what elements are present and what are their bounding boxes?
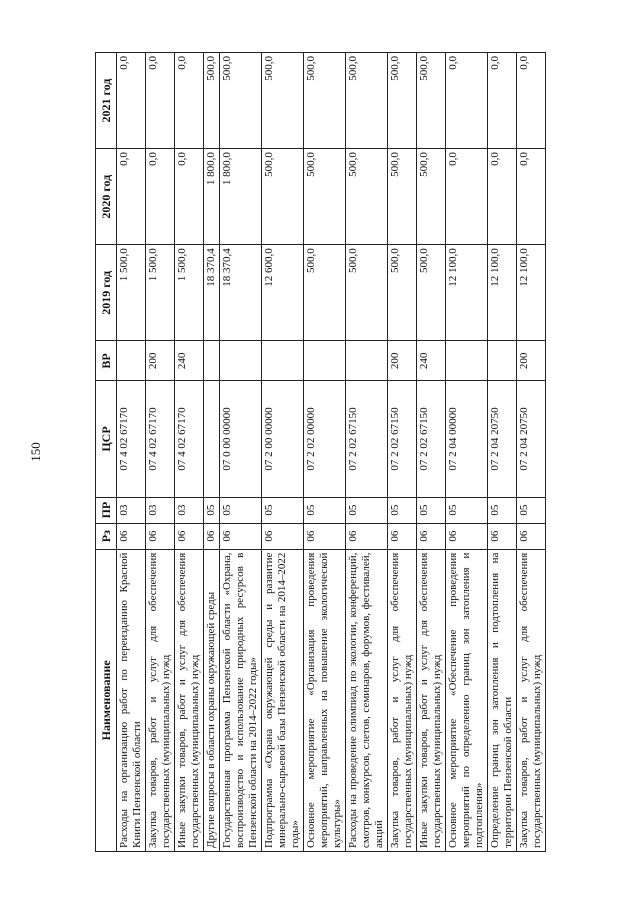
cell-rz: 06 <box>262 523 304 549</box>
cell-csr: 07 0 00 00000 <box>220 381 262 497</box>
table-row <box>220 53 262 852</box>
cell-pr: 05 <box>204 497 220 523</box>
cell-rz: 06 <box>346 523 388 549</box>
header-csr: ЦСР <box>96 381 117 497</box>
table-row <box>488 53 517 852</box>
cell-pr: 05 <box>417 497 446 523</box>
header-2021: 2021 год <box>96 53 117 149</box>
cell-rz: 06 <box>220 523 262 549</box>
cell-rz: 06 <box>417 523 446 549</box>
table-row <box>346 53 388 852</box>
cell-pr: 05 <box>517 497 546 523</box>
cell-2019: 12 100,0 <box>488 245 517 341</box>
cell-2021: 500,0 <box>417 53 446 149</box>
cell-2021: 0,0 <box>517 53 546 149</box>
cell-2019: 12 100,0 <box>517 245 546 341</box>
table-row <box>146 53 175 852</box>
cell-2021: 0,0 <box>146 53 175 149</box>
cell-name: Основное мероприятие «Организация проведения мероприятий, направленных на повышение экологической культуры» <box>304 549 346 851</box>
cell-2021: 0,0 <box>175 53 204 149</box>
cell-pr: 03 <box>117 497 146 523</box>
cell-2019: 12 600,0 <box>262 245 304 341</box>
table-row <box>204 53 220 852</box>
cell-2020: 0,0 <box>117 149 146 245</box>
cell-2021: 500,0 <box>388 53 417 149</box>
cell-vr <box>117 341 146 381</box>
cell-pr: 05 <box>446 497 488 523</box>
cell-rz: 06 <box>117 523 146 549</box>
cell-name: Закупка товаров, работ и услуг для обеспечения государственных (муниципальных) нужд <box>517 549 546 851</box>
cell-vr <box>262 341 304 381</box>
cell-csr: 07 2 04 20750 <box>488 381 517 497</box>
cell-2020: 500,0 <box>304 149 346 245</box>
cell-pr: 05 <box>346 497 388 523</box>
table-header-row <box>96 53 117 852</box>
cell-rz: 06 <box>146 523 175 549</box>
cell-2021: 500,0 <box>304 53 346 149</box>
table-row <box>388 53 417 852</box>
cell-csr <box>204 381 220 497</box>
cell-rz: 06 <box>446 523 488 549</box>
cell-name: Основное мероприятие «Обеспечение проведения мероприятий по определению границ зон затопления и подтопления» <box>446 549 488 851</box>
cell-vr: 240 <box>175 341 204 381</box>
cell-2020: 1 800,0 <box>220 149 262 245</box>
cell-pr: 05 <box>488 497 517 523</box>
cell-pr: 03 <box>146 497 175 523</box>
header-vr: ВР <box>96 341 117 381</box>
header-pr: ПР <box>96 497 117 523</box>
cell-csr: 07 4 02 67170 <box>117 381 146 497</box>
cell-2019: 18 370,4 <box>220 245 262 341</box>
cell-csr: 07 4 02 67170 <box>175 381 204 497</box>
cell-rz: 06 <box>388 523 417 549</box>
cell-vr <box>220 341 262 381</box>
cell-name: Иные закупки товаров, работ и услуг для обеспечения государственных (муниципальных) нужд <box>417 549 446 851</box>
cell-2021: 0,0 <box>117 53 146 149</box>
table-row <box>417 53 446 852</box>
cell-vr <box>204 341 220 381</box>
cell-csr: 07 2 02 00000 <box>304 381 346 497</box>
cell-vr: 200 <box>146 341 175 381</box>
cell-pr: 03 <box>175 497 204 523</box>
cell-pr: 05 <box>388 497 417 523</box>
cell-name: Иные закупки товаров, работ и услуг для обеспечения государственных (муниципальных) нужд <box>175 549 204 851</box>
cell-2021: 500,0 <box>204 53 220 149</box>
cell-csr: 07 2 02 67150 <box>388 381 417 497</box>
table-row <box>175 53 204 852</box>
cell-2019: 500,0 <box>388 245 417 341</box>
header-2019: 2019 год <box>96 245 117 341</box>
cell-name: Расходы на организацию работ по переизданию Красной Книги Пензенской области <box>117 549 146 851</box>
cell-2020: 0,0 <box>488 149 517 245</box>
cell-name: Закупка товаров, работ и услуг для обеспечения государственных (муниципальных) нужд <box>146 549 175 851</box>
cell-2019: 500,0 <box>417 245 446 341</box>
cell-pr: 05 <box>262 497 304 523</box>
cell-2020: 0,0 <box>517 149 546 245</box>
cell-vr: 200 <box>517 341 546 381</box>
header-name: Наименование <box>96 549 117 851</box>
table-row <box>262 53 304 852</box>
cell-rz: 06 <box>175 523 204 549</box>
budget-table <box>95 52 546 852</box>
page-number: 150 <box>28 442 43 462</box>
cell-rz: 06 <box>204 523 220 549</box>
cell-name: Определение границ зон затопления и подтопления на территории Пензенской области <box>488 549 517 851</box>
table-row <box>517 53 546 852</box>
rotated-table-container <box>95 52 545 852</box>
cell-vr: 200 <box>388 341 417 381</box>
cell-2021: 500,0 <box>346 53 388 149</box>
cell-2020: 0,0 <box>146 149 175 245</box>
cell-rz: 06 <box>488 523 517 549</box>
header-2020: 2020 год <box>96 149 117 245</box>
cell-csr: 07 2 04 20750 <box>517 381 546 497</box>
cell-2020: 1 800,0 <box>204 149 220 245</box>
cell-2021: 500,0 <box>262 53 304 149</box>
cell-2019: 1 500,0 <box>117 245 146 341</box>
table-row <box>446 53 488 852</box>
cell-2019: 18 370,4 <box>204 245 220 341</box>
table-row <box>117 53 146 852</box>
cell-vr <box>346 341 388 381</box>
cell-2021: 500,0 <box>220 53 262 149</box>
cell-2020: 500,0 <box>417 149 446 245</box>
table-row <box>304 53 346 852</box>
cell-vr <box>446 341 488 381</box>
cell-rz: 06 <box>517 523 546 549</box>
cell-csr: 07 2 04 00000 <box>446 381 488 497</box>
cell-2020: 0,0 <box>446 149 488 245</box>
cell-2021: 0,0 <box>446 53 488 149</box>
cell-csr: 07 2 02 67150 <box>417 381 446 497</box>
cell-rz: 06 <box>304 523 346 549</box>
cell-2019: 1 500,0 <box>146 245 175 341</box>
cell-pr: 05 <box>220 497 262 523</box>
cell-2020: 500,0 <box>388 149 417 245</box>
header-rz: Рз <box>96 523 117 549</box>
cell-csr: 07 4 02 67170 <box>146 381 175 497</box>
cell-2021: 0,0 <box>488 53 517 149</box>
cell-name: Закупка товаров, работ и услуг для обеспечения государственных (муниципальных) нужд <box>388 549 417 851</box>
cell-2020: 500,0 <box>262 149 304 245</box>
cell-vr <box>488 341 517 381</box>
cell-vr: 240 <box>417 341 446 381</box>
cell-csr: 07 2 02 67150 <box>346 381 388 497</box>
cell-2019: 12 100,0 <box>446 245 488 341</box>
cell-2020: 0,0 <box>175 149 204 245</box>
cell-name: Расходы на проведение олимпиад по экологии, конференций, смотров, конкурсов, слетов, семинаров, форумов, фестивалей, акций <box>346 549 388 851</box>
cell-name: Другие вопросы в области охраны окружающей среды <box>204 549 220 851</box>
cell-2019: 500,0 <box>304 245 346 341</box>
cell-name: Подпрограмма «Охрана окружающей среды и развитие минерально-сырьевой базы Пензенской области на 2014–2022 годы» <box>262 549 304 851</box>
cell-2019: 1 500,0 <box>175 245 204 341</box>
cell-2019: 500,0 <box>346 245 388 341</box>
cell-name: Государственная программа Пензенской области «Охрана, воспроизводство и использование природных ресурсов в Пензенской области на 2014–2022 годы» <box>220 549 262 851</box>
cell-2020: 500,0 <box>346 149 388 245</box>
cell-pr: 05 <box>304 497 346 523</box>
cell-vr <box>304 341 346 381</box>
cell-csr: 07 2 00 00000 <box>262 381 304 497</box>
